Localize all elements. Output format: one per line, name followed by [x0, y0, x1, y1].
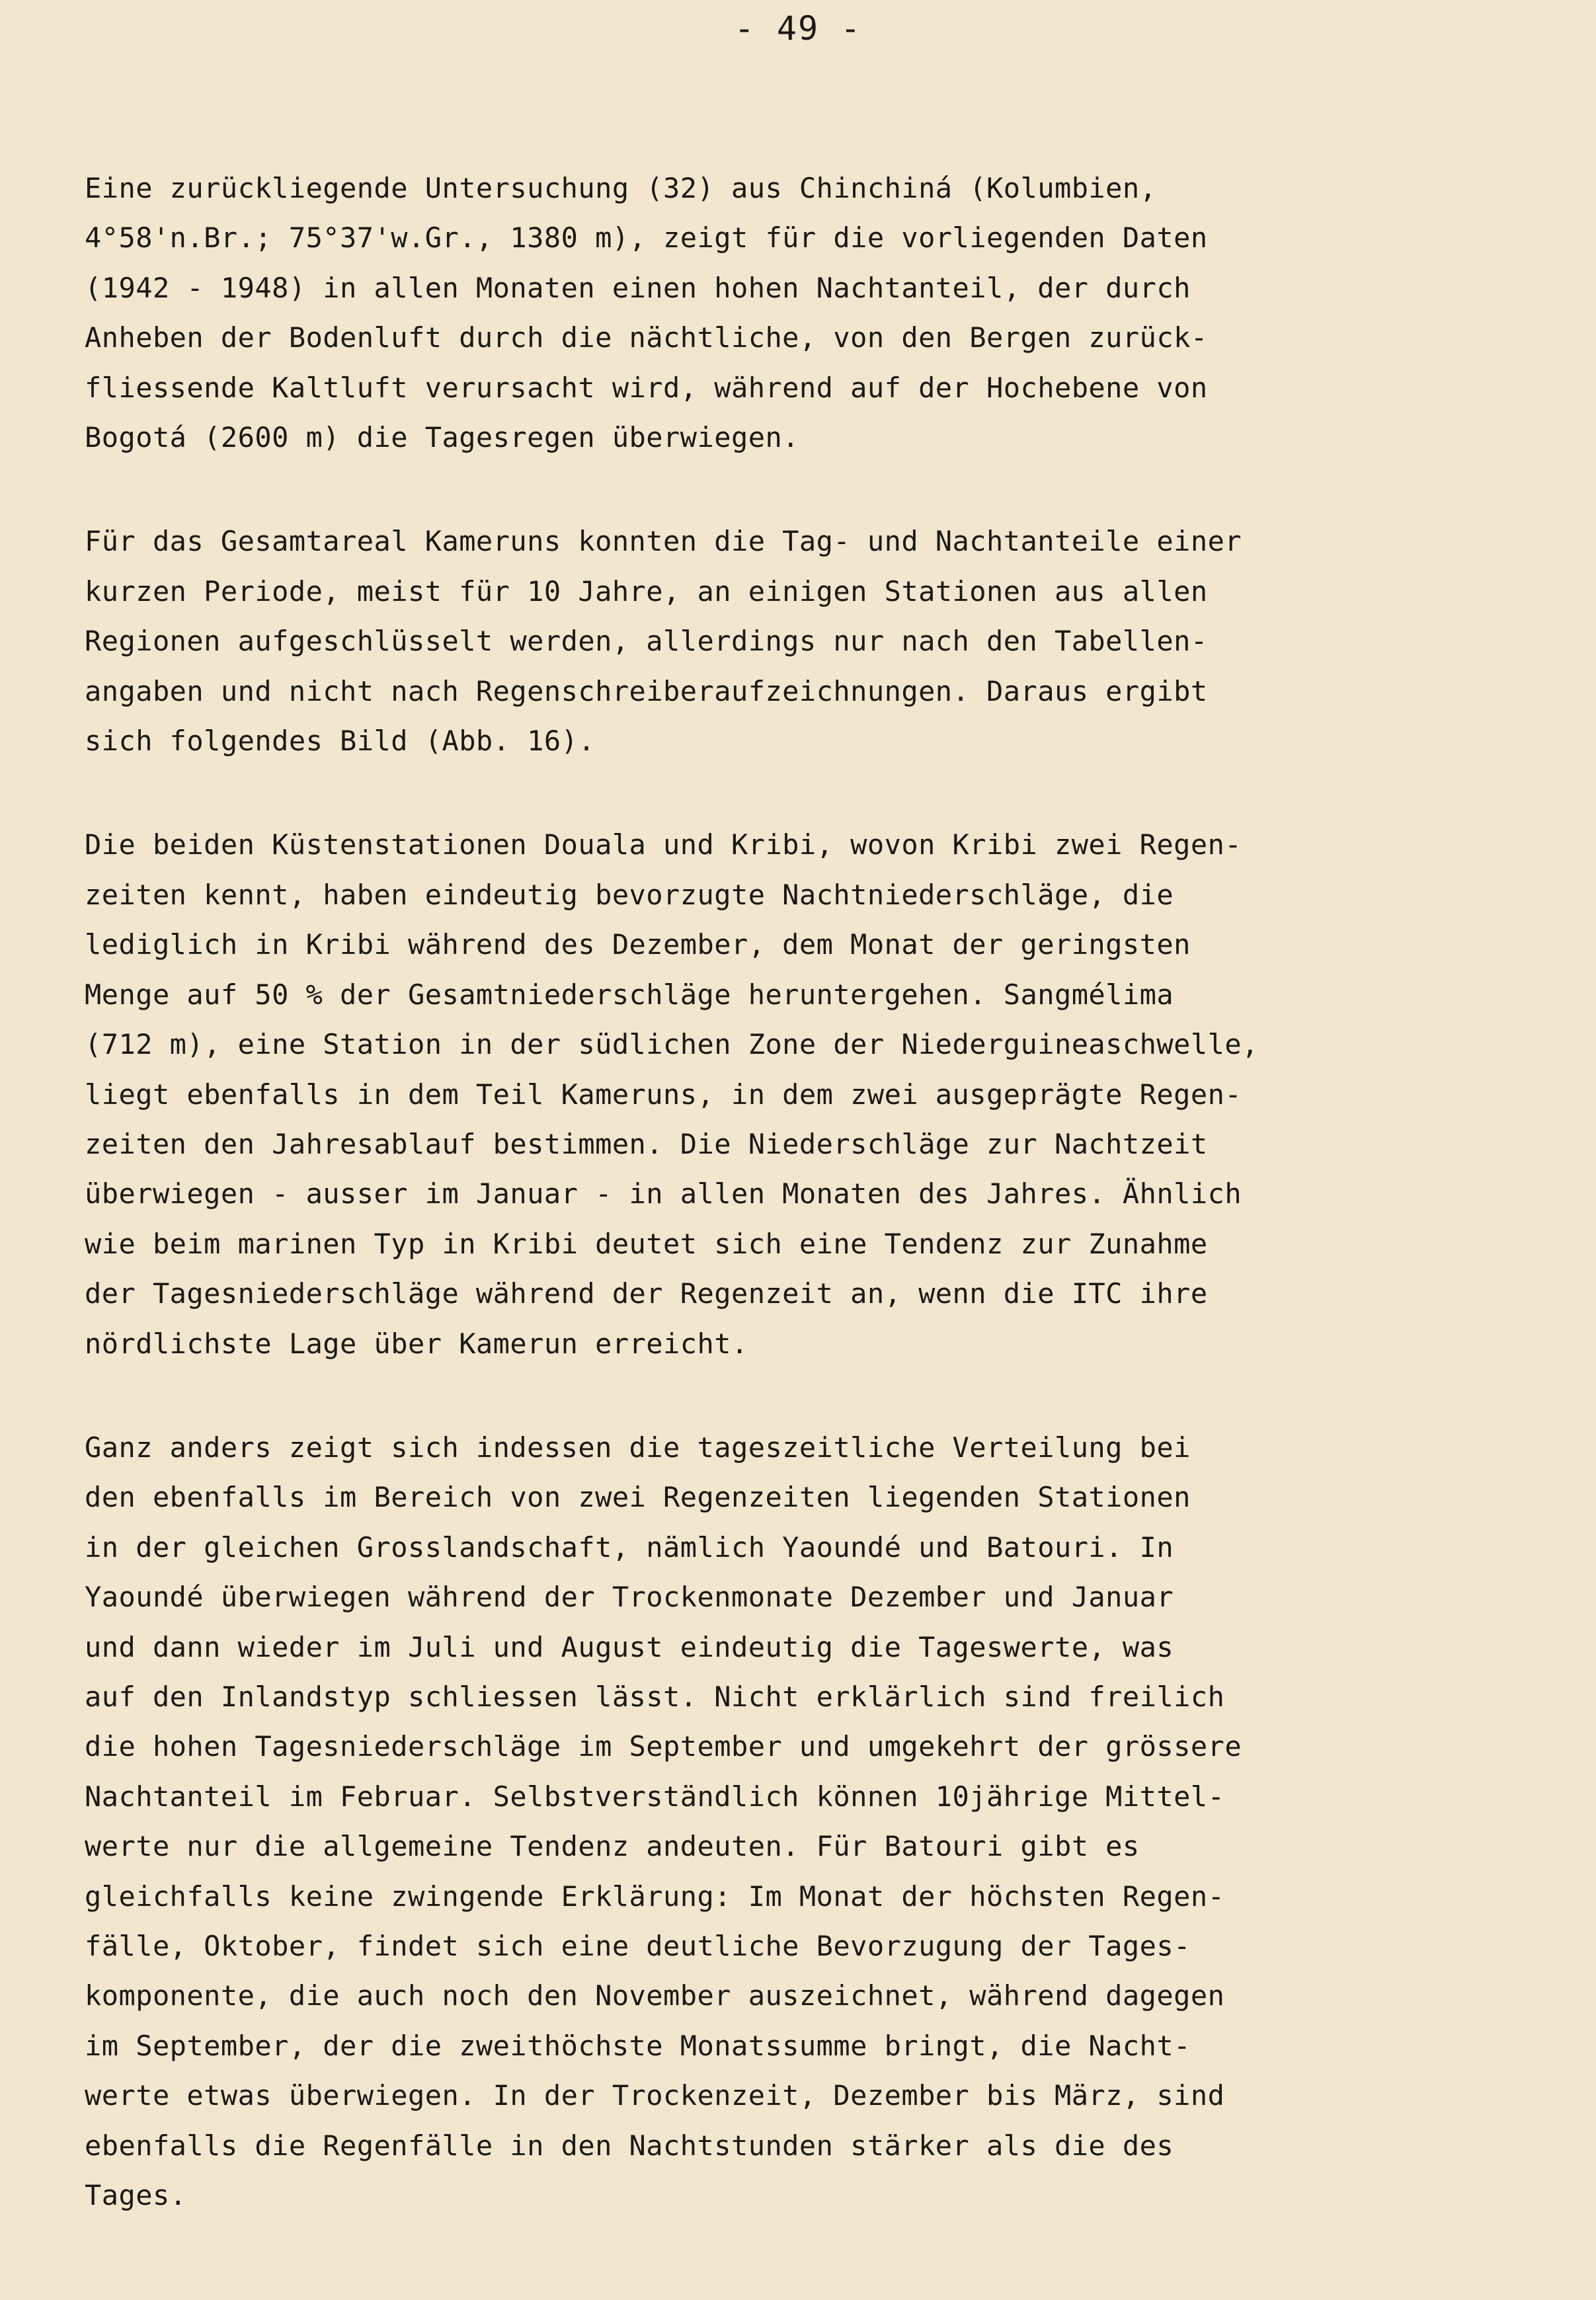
text-line: liegt ebenfalls in dem Teil Kameruns, in dem zwei ausgeprägte Regen-	[85, 1078, 1242, 1111]
text-line: und dann wieder im Juli und August eindeutig die Tageswerte, was	[85, 1630, 1174, 1663]
text-line: angaben und nicht nach Regenschreiberaufzeichnungen. Daraus ergibt	[85, 674, 1208, 707]
text-line: Regionen aufgeschlüsselt werden, allerdings nur nach den Tabellen-	[85, 625, 1208, 658]
text-line: (1942 - 1948) in allen Monaten einen hohen Nachtanteil, der durch	[85, 271, 1191, 304]
text-line: Yaoundé überwiegen während der Trockenmonate Dezember und Januar	[85, 1581, 1174, 1614]
text-line: wie beim marinen Typ in Kribi deutet sich eine Tendenz zur Zunahme	[85, 1227, 1208, 1260]
text-line: werte etwas überwiegen. In der Trockenzeit, Dezember bis März, sind	[85, 2079, 1225, 2112]
paragraph-inland-stations	[85, 1423, 1499, 2221]
text-line: Menge auf 50 % der Gesamtniederschläge heruntergehen. Sangmélima	[85, 978, 1174, 1011]
text-line: fälle, Oktober, findet sich eine deutliche Bevorzugung der Tages-	[85, 1930, 1191, 1962]
text-line: Eine zurückliegende Untersuchung (32) aus Chinchiná (Kolumbien,	[85, 172, 1157, 204]
text-line: zeiten den Jahresablauf bestimmen. Die Niederschläge zur Nachtzeit	[85, 1127, 1208, 1160]
text-line: kurzen Periode, meist für 10 Jahre, an einigen Stationen aus allen	[85, 575, 1208, 608]
paragraph-chinchina-study	[85, 163, 1499, 462]
text-line: den ebenfalls im Bereich von zwei Regenzeiten liegenden Stationen	[85, 1481, 1191, 1514]
text-line: auf den Inlandstyp schliessen lässt. Nicht erklärlich sind freilich	[85, 1680, 1225, 1713]
text-line: Anheben der Bodenluft durch die nächtliche, von den Bergen zurück-	[85, 321, 1208, 354]
text-line: im September, der die zweithöchste Monatssumme bringt, die Nacht-	[85, 2029, 1191, 2062]
text-line: Nachtanteil im Februar. Selbstverständlich können 10jährige Mittel-	[85, 1780, 1225, 1813]
text-line: Ganz anders zeigt sich indessen die tageszeitliche Verteilung bei	[85, 1431, 1191, 1464]
text-line: zeiten kennt, haben eindeutig bevorzugte Nachtniederschläge, die	[85, 878, 1174, 911]
body-text	[85, 163, 1499, 2274]
text-line: werte nur die allgemeine Tendenz andeuten. Für Batouri gibt es	[85, 1830, 1140, 1863]
text-line: die hohen Tagesniederschläge im September und umgekehrt der grössere	[85, 1730, 1242, 1763]
text-line: ebenfalls die Regenfälle in den Nachtstunden stärker als die des	[85, 2129, 1174, 2162]
text-line: 4°58'n.Br.; 75°37'w.Gr., 1380 m), zeigt für die vorliegenden Daten	[85, 221, 1208, 255]
text-line: nördlichste Lage über Kamerun erreicht.	[85, 1327, 748, 1360]
text-line: sich folgendes Bild (Abb. 16).	[85, 725, 596, 758]
text-line: (712 m), eine Station in der südlichen Zone der Niederguineaschwelle,	[85, 1028, 1259, 1061]
text-line: der Tagesniederschläge während der Regenzeit an, wenn die ITC ihre	[85, 1277, 1208, 1310]
text-line: gleichfalls keine zwingende Erklärung: Im Monat der höchsten Regen-	[85, 1880, 1225, 1913]
text-line: komponente, die auch noch den November auszeichnet, während dagegen	[85, 1979, 1225, 2012]
text-line: überwiegen - ausser im Januar - in allen Monaten des Jahres. Ähnlich	[85, 1177, 1242, 1210]
text-line: Die beiden Küstenstationen Douala und Kribi, wovon Kribi zwei Regen-	[85, 828, 1242, 861]
text-line: fliessende Kaltluft verursacht wird, während auf der Hochebene von	[85, 371, 1208, 404]
paragraph-coastal-stations	[85, 820, 1499, 1368]
text-line: Für das Gesamtareal Kameruns konnten die Tag- und Nachtanteile einer	[85, 525, 1242, 558]
page-number: - 49 -	[734, 9, 862, 48]
text-line: in der gleichen Grosslandschaft, nämlich Yaoundé und Batouri. In	[85, 1530, 1174, 1564]
text-line: lediglich in Kribi während des Dezember, dem Monat der geringsten	[85, 928, 1191, 961]
text-line: Bogotá (2600 m) die Tagesregen überwiegen.	[85, 421, 799, 454]
text-line: Tages.	[85, 2179, 187, 2212]
paragraph-cameroon-overview	[85, 516, 1499, 766]
